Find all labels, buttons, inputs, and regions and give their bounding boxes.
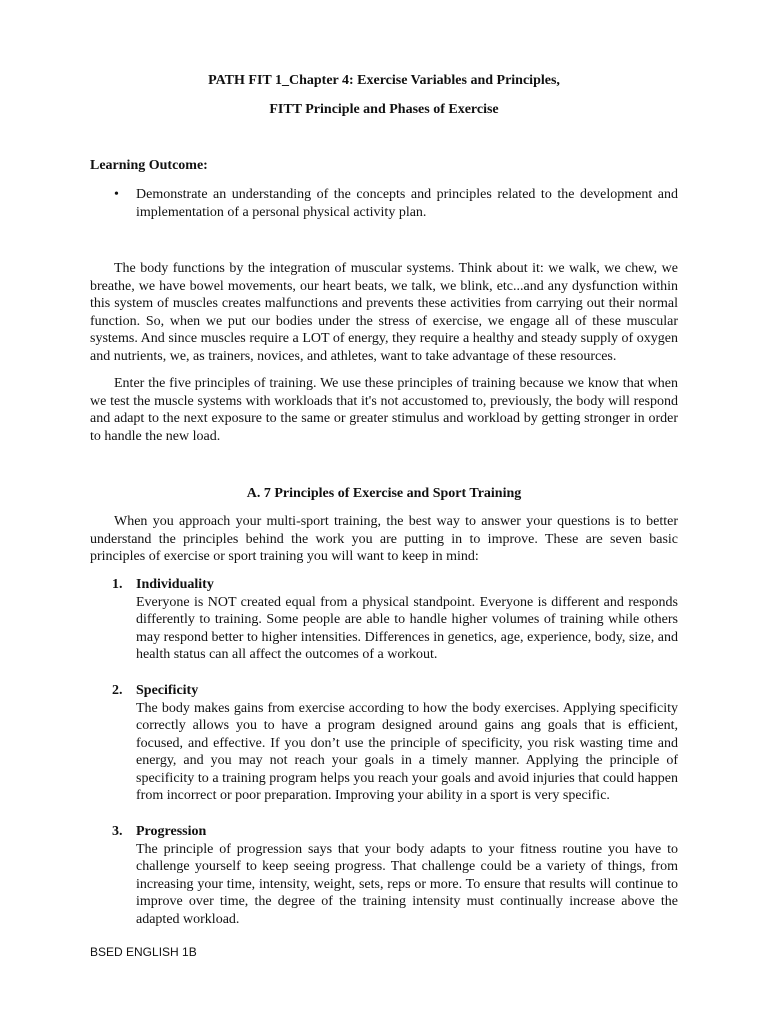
page-footer: BSED ENGLISH 1B <box>90 945 197 959</box>
document-title-line-2: FITT Principle and Phases of Exercise <box>269 102 499 117</box>
principle-item-specificity <box>112 682 678 805</box>
principle-body: Everyone is NOT created equal from a physical standpoint. Everyone is different and responds differently to training. Some people are able to handle higher volumes of training while others may respond better to higher intensities. Differences in genetics, age, experience, body, size, and health status can all affect the outcomes of a workout. <box>136 594 678 662</box>
section-a-heading: A. 7 Principles of Exercise and Sport Training <box>246 486 522 501</box>
principles-paragraph: Enter the five principles of training. We use these principles of training because we know that when we test the muscle systems with workloads that it's not accustomed to, previously, the body will respond and adapt to the next exposure to the same or greater stimulus and workload by getting stronger in order to handle the new load. <box>90 376 678 444</box>
intro-paragraph: The body functions by the integration of muscular systems. Think about it: we walk, we chew, we breathe, we have bowel movements, our heart beats, we talk, we blink, etc...and any dysfunction within this system of muscles creates malfunctions and prevents these activities from carrying out their normal function. So, when we put our bodies under the stress of exercise, we engage all of these muscular systems. And since muscles require a LOT of energy, they require a healthy and steady supply of oxygen and nutrients, we, as trainers, novices, and athletes, want to take advantage of these resources. <box>90 261 678 364</box>
principle-number: 2. <box>112 683 123 698</box>
principle-body: The body makes gains from exercise according to how the body exercises. Applying specificity correctly allows you to have a program designed around gains ang goals that is efficient, focused, and effective. If you don’t use the principle of specificity, you risk wasting time and energy, and you may not reach your goals in a timely manner. Applying the principle of specificity to a training program helps you reach your goals and avoid injuries that could happen from incorrect or poor preparation. Improving your ability in a sport is very specific. <box>136 700 678 803</box>
principle-body: The principle of progression says that your body adapts to your fitness routine you have to challenge yourself to keep seeing progress. That challenge could be a variety of things, from increasing your time, intensity, weight, sets, reps or more. To ensure that results will continue to improve over time, the degree of the training intensity must continually increase above the adapted workload. <box>136 841 678 927</box>
principle-number: 3. <box>112 824 123 839</box>
bullet-icon: • <box>114 187 119 202</box>
principle-item-progression <box>112 823 678 928</box>
principle-item-individuality <box>112 576 678 664</box>
principle-title: Progression <box>136 824 207 839</box>
learning-outcome-heading: Learning Outcome: <box>90 158 208 173</box>
section-a-intro: When you approach your multi-sport training, the best way to answer your questions is to better understand the principles behind the work you are putting in to improve. These are seven basic principles of exercise or sport training you will want to keep in mind: <box>90 514 678 564</box>
principle-title: Individuality <box>136 577 214 592</box>
principle-title: Specificity <box>136 683 199 698</box>
learning-outcome-bullet <box>114 186 678 221</box>
principle-number: 1. <box>112 577 123 592</box>
document-title-line-1: PATH FIT 1_Chapter 4: Exercise Variables and Principles, <box>208 73 560 88</box>
bullet-text: Demonstrate an understanding of the concepts and principles related to the development and implementation of a personal physical activity plan. <box>136 187 678 220</box>
